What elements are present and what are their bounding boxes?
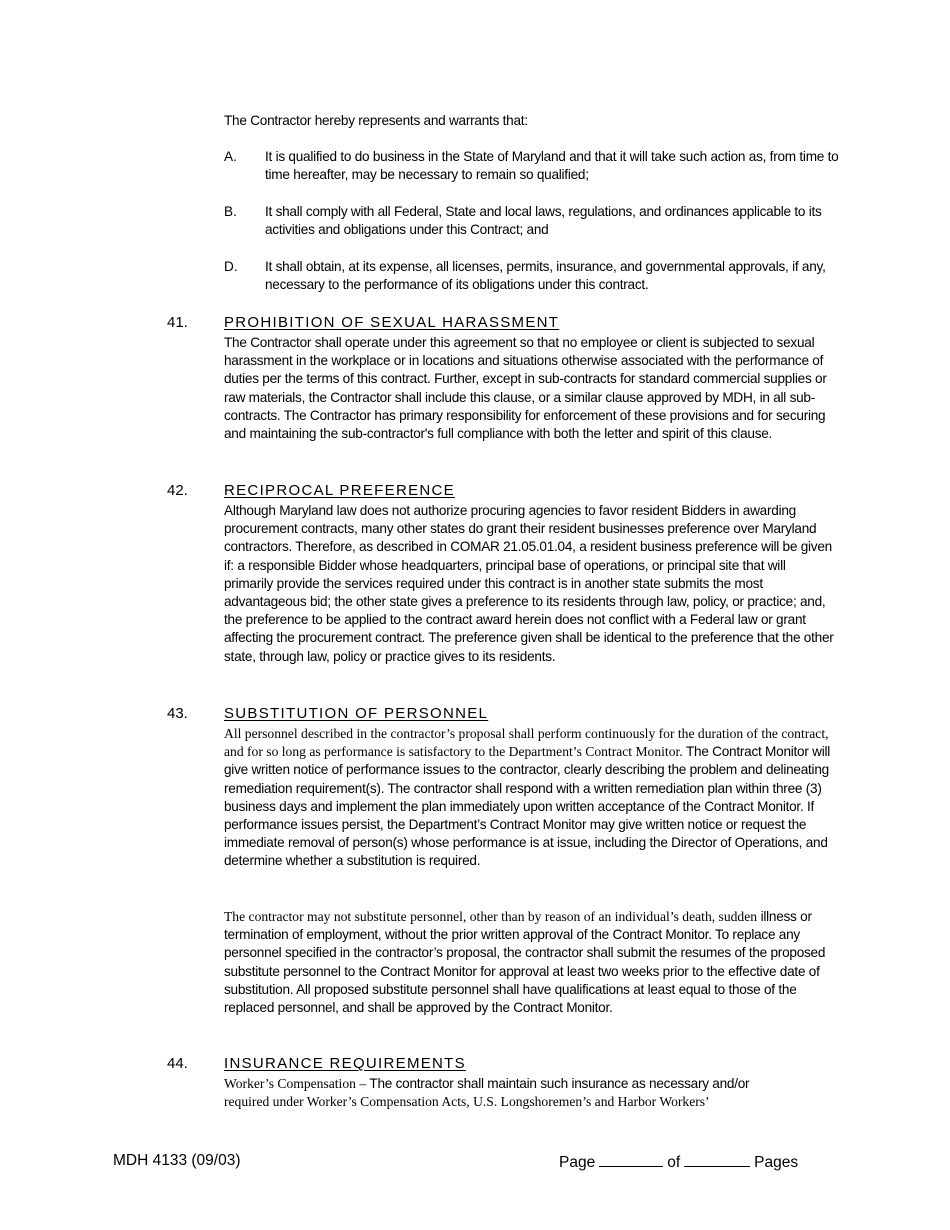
page-counter [559,1152,798,1172]
section-number: 43. [167,705,188,722]
form-id: MDH 4133 (09/03) [113,1152,241,1169]
warranty-label: A. [224,149,237,164]
section-body-serif: Worker’s Compensation – [224,1076,367,1091]
section-number: 44. [167,1055,188,1072]
of-label: of [667,1154,681,1171]
section-body-rest: The contractor shall maintain such insurance as necessary and/or [369,1076,750,1091]
warranty-text: It is qualified to do business in the State of Maryland and that it will take such action as, from time to time hereafter, may be necessary to remain so qualified; [265,149,839,183]
section-body-serif: The contractor may not substitute personnel, other than by reason of an individual’s death, sudden [224,909,758,924]
pages-label: Pages [754,1154,799,1171]
total-pages-blank[interactable] [684,1152,750,1167]
section-title: RECIPROCAL PREFERENCE [224,482,455,499]
section-body-serif: required under Worker’s Compensation Acts, U.S. Longshoremen’s and Harbor Workers’ [224,1094,710,1110]
section-number: 42. [167,482,188,499]
section-body-serif: All personnel described in the contractor’s proposal shall perform continuously for the duration of the contract, and for so long as performance is satisfactory to the Department’s Contract Monitor. [224,726,829,760]
page-number-blank[interactable] [599,1152,663,1167]
intro-text: The Contractor hereby represents and warrants that: [224,113,528,128]
section-body-rest: The Contract Monitor will give written notice of performance issues to the contractor, clearly describing the problem and delineating remediation requirement(s). The contractor shall respond with a written remediation plan within three (3) business days and implement the plan immediately upon written acceptance of the Contract Monitor. If performance issues persist, the Department’s Contract Monitor may give written notice or request the immediate removal of person(s) whose performance is at issue, including the Director of Operations, and determine whether a substitution is required. [224,744,831,869]
warranty-text: It shall comply with all Federal, State and local laws, regulations, and ordinances applicable to its activities and obligations under this Contract; and [265,204,822,238]
warranty-label: B. [224,204,237,219]
section-title: INSURANCE REQUIREMENTS [224,1055,466,1072]
warranty-text: It shall obtain, at its expense, all licenses, permits, insurance, and governmental approvals, if any, necessary to the performance of its obligations under this contract. [265,259,826,293]
section-body [224,1075,838,1111]
section-body-2 [224,908,838,1017]
page-label: Page [559,1154,596,1171]
warranty-label: D. [224,259,238,274]
section-number: 41. [167,314,188,331]
section-body [224,725,838,871]
section-body-rest: illness or termination of employment, without the prior written approval of the Contract Monitor. To replace any personnel specified in the contractor’s proposal, the contractor shall submit the resumes of the proposed substitute personnel to the Contract Monitor for approval at least two weeks prior to the effective date of substitution. All proposed substitute personnel shall have qualifications at least equal to those of the replaced personnel, and shall be approved by the Contract Monitor. [224,909,826,1016]
section-title: SUBSTITUTION OF PERSONNEL [224,705,489,722]
section-body: Although Maryland law does not authorize procuring agencies to favor resident Bidders in awarding procurement contracts, many other states do grant their resident businesses preference over Maryland contractors. Therefore, as described in COMAR 21.05.01.04, a resident business preference will be given if: a responsible Bidder whose headquarters, principal base of operations, or principal site that will primarily provide the services required under this contract is in another state submits the most advantageous bid; the other state gives a preference to its residents through law, policy, or practice; and, the preference to be applied to the contract award herein does not conflict with a Federal law or grant affecting the procurement contract. The preference given shall be identical to the preference that the other state, through law, policy or practice gives to its residents. [224,503,834,664]
section-body: The Contractor shall operate under this agreement so that no employee or client is subjected to sexual harassment in the workplace or in locations and situations otherwise associated with the performance of duties per the terms of this contract. Further, except in sub-contracts for standard commercial supplies or raw materials, the Contractor shall include this clause, or a similar clause approved by MDH, in all sub-contracts. The Contractor has primary responsibility for enforcement of these provisions and for securing and maintaining the sub-contractor's full compliance with both the letter and spirit of this clause. [224,335,827,442]
section-title: PROHIBITION OF SEXUAL HARASSMENT [224,314,560,331]
